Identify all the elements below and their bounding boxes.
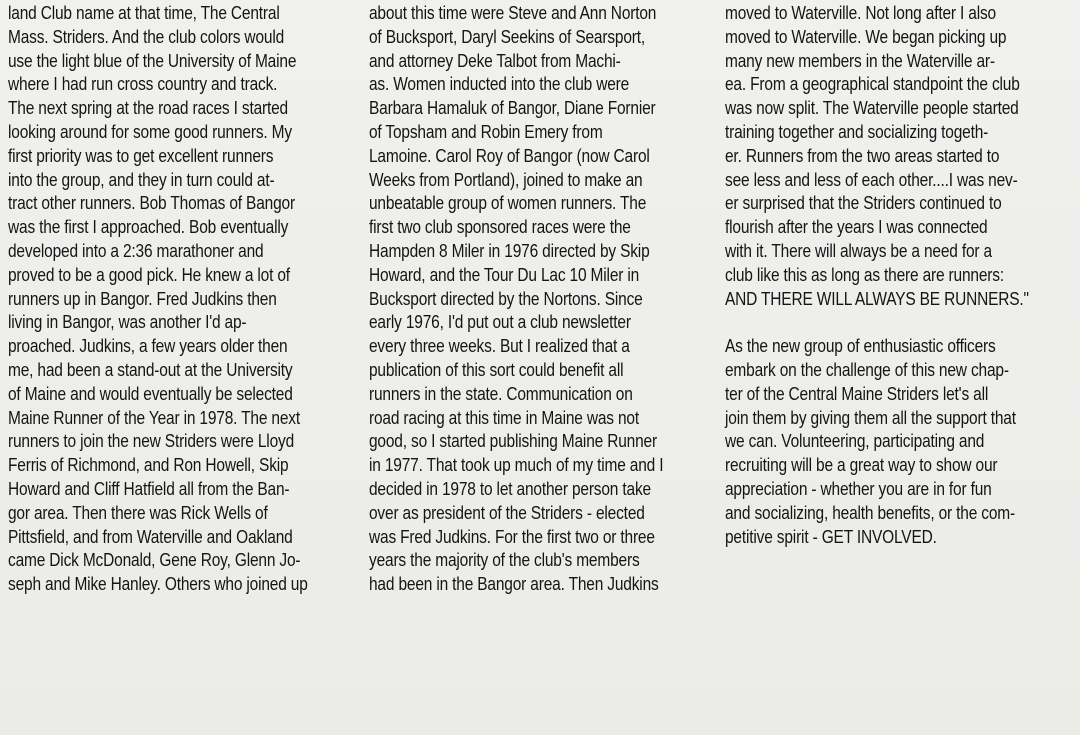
text-line: over as president of the Striders - elected [369, 502, 645, 523]
text-line: early 1976, I'd put out a club newsletter [369, 312, 631, 333]
text-line: of Topsham and Robin Emery from [369, 121, 603, 142]
text-line: of Bucksport, Daryl Seekins of Searsport, [369, 26, 646, 47]
text-line: runners to join the new Striders were Lloyd [8, 431, 295, 452]
text-line: first priority was to get excellent runners [8, 145, 274, 166]
text-line: and socializing, health benefits, or the com- [725, 502, 1015, 523]
text-line: ter of the Central Maine Striders let's all [725, 383, 989, 404]
text-line: into the group, and they in turn could at- [8, 169, 275, 190]
text-line: was the first I approached. Bob eventually [8, 217, 289, 238]
text-column-2 [369, 2, 713, 597]
text-line: er. Runners from the two areas started to [725, 145, 1000, 166]
text-line: publication of this sort could benefit all [369, 359, 624, 380]
text-line: every three weeks. But I realized that a [369, 336, 630, 357]
text-line: embark on the challenge of this new chap- [725, 359, 1009, 380]
text-line: had been in the Bangor area. Then Judkins [369, 574, 659, 595]
text-line: recruiting will be a great way to show our [725, 455, 998, 476]
text-line: flourish after the years I was connected [725, 217, 988, 238]
text-line: ea. From a geographical standpoint the club [725, 74, 1020, 95]
text-line: proached. Judkins, a few years older then [8, 336, 288, 357]
text-line: was now split. The Waterville people started [725, 98, 1019, 119]
text-line: Pittsfield, and from Waterville and Oakland [8, 526, 293, 547]
text-line: training together and socializing togeth- [725, 121, 989, 142]
text-line: Howard and Cliff Hatfield all from the Ban- [8, 478, 290, 499]
text-line: runners in the state. Communication on [369, 383, 633, 404]
text-line: petitive spirit - GET INVOLVED. [725, 526, 937, 547]
text-line: AND THERE WILL ALWAYS BE RUNNERS." [725, 288, 1029, 309]
text-column-1 [8, 2, 352, 597]
text-line: where I had run cross country and track. [8, 74, 278, 95]
text-line: good, so I started publishing Maine Runner [369, 431, 657, 452]
text-line: living in Bangor, was another I'd ap- [8, 312, 247, 333]
text-line: road racing at this time in Maine was not [369, 407, 640, 428]
text-line: Weeks from Portland), joined to make an [369, 169, 643, 190]
text-line: Bucksport directed by the Nortons. Since [369, 288, 643, 309]
text-line: as. Women inducted into the club were [369, 74, 630, 95]
text-line: Howard, and the Tour Du Lac 10 Miler in [369, 264, 640, 285]
text-line: with it. There will always be a need for a [725, 240, 992, 261]
text-line: land Club name at that time, The Central [8, 3, 280, 23]
text-line: Maine Runner of the Year in 1978. The next [8, 407, 300, 428]
text-line: many new members in the Waterville ar- [725, 50, 995, 71]
text-line: Hampden 8 Miler in 1976 directed by Skip [369, 240, 650, 261]
text-line: seph and Mike Hanley. Others who joined up [8, 574, 308, 595]
text-line: was Fred Judkins. For the first two or three [369, 526, 655, 547]
text-line: in 1977. That took up much of my time and I [369, 455, 664, 476]
text-line: proved to be a good pick. He knew a lot of [8, 264, 290, 285]
text-line: of Maine and would eventually be selected [8, 383, 293, 404]
text-line: tract other runners. Bob Thomas of Bangor [8, 193, 295, 214]
text-line: Ferris of Richmond, and Ron Howell, Skip [8, 455, 289, 476]
text-line: As the new group of enthusiastic officers [725, 336, 996, 357]
text-line: years the majority of the club's members [369, 550, 640, 571]
text-column-3 [725, 2, 1069, 549]
text-line: moved to Waterville. We began picking up [725, 26, 1007, 47]
text-line: about this time were Steve and Ann Norton [369, 3, 657, 23]
text-line: The next spring at the road races I started [8, 98, 288, 119]
text-line: er surprised that the Striders continued to [725, 193, 1002, 214]
text-line: me, had been a stand-out at the University [8, 359, 293, 380]
text-line: use the light blue of the University of Maine [8, 50, 297, 71]
text-line: Barbara Hamaluk of Bangor, Diane Fornier [369, 98, 656, 119]
text-line: gor area. Then there was Rick Wells of [8, 502, 268, 523]
text-line: came Dick McDonald, Gene Roy, Glenn Jo- [8, 550, 301, 571]
paragraph-break [725, 311, 1069, 335]
text-line: join them by giving them all the support that [725, 407, 1016, 428]
text-line: Lamoine. Carol Roy of Bangor (now Carol [369, 145, 650, 166]
text-line: and attorney Deke Talbot from Machi- [369, 50, 621, 71]
text-line: moved to Waterville. Not long after I also [725, 3, 996, 23]
text-line: unbeatable group of women runners. The [369, 193, 647, 214]
text-line: first two club sponsored races were the [369, 217, 631, 238]
text-line: looking around for some good runners. My [8, 121, 292, 142]
text-line: decided in 1978 to let another person take [369, 478, 651, 499]
text-line: Mass. Striders. And the club colors would [8, 26, 285, 47]
text-line: developed into a 2:36 marathoner and [8, 240, 264, 261]
text-line: we can. Volunteering, participating and [725, 431, 985, 452]
text-line: club like this as long as there are runners: [725, 264, 1004, 285]
text-line: appreciation - whether you are in for fun [725, 478, 992, 499]
text-line: see less and less of each other....I was nev- [725, 169, 1018, 190]
text-line: runners up in Bangor. Fred Judkins then [8, 288, 277, 309]
